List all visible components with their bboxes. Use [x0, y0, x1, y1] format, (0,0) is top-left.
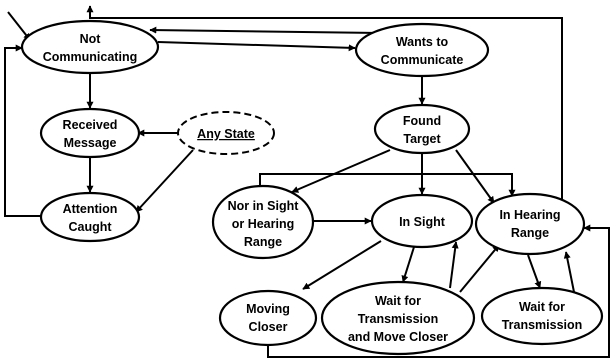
node-moving-closer: [220, 291, 316, 345]
node-nor-in-sight-or-hearing-range: [213, 186, 313, 258]
node-attention-caught: [41, 193, 139, 241]
node-in-sight: [372, 195, 472, 247]
node-wait-transmission-move-label-line-1: Wait for: [374, 294, 422, 308]
edge-found-target-to-in-hearing-range: [456, 150, 494, 203]
edge-wait-transmission-move-to-in-sight: [450, 242, 456, 288]
edge-found-target-to-nor-in-sight: [292, 150, 390, 192]
node-any-state-label: Any State: [197, 127, 255, 141]
edge-wait-transmission-to-in-hearing-range: [566, 252, 574, 292]
edge-not-communicating-to-wants-to-communicate: [158, 42, 355, 48]
edge-in-sight-to-moving-closer: [303, 241, 381, 289]
node-nor-in-sight-label-line-2: or Hearing: [231, 217, 295, 231]
node-nor-in-sight-label-line-3: Range: [243, 235, 283, 249]
edge-nor-in-sight-to-in-hearing-range: [260, 174, 512, 196]
node-wants-to-communicate-label-line-1: Wants to: [395, 35, 449, 49]
edge-in-hearing-range-to-wait-transmission: [528, 255, 540, 288]
node-wait-for-transmission-and-move-closer: [322, 282, 474, 354]
node-in-hearing-range-label-line-2: Range: [510, 226, 550, 240]
node-wants-to-communicate: [356, 24, 488, 76]
node-wait-transmission-move-label-line-3: and Move Closer: [347, 330, 449, 344]
node-any-state: [178, 112, 274, 154]
node-wait-transmission-label-line-1: Wait for: [518, 300, 566, 314]
node-not-communicating: [22, 21, 158, 73]
node-received-message-label-line-2: Message: [63, 136, 117, 150]
node-wait-transmission-move-label-line-2: Transmission: [357, 312, 439, 326]
node-moving-closer-label-line-1: Moving: [246, 302, 290, 316]
node-received-message: [41, 109, 139, 157]
node-in-hearing-range: [476, 194, 584, 254]
edge-wants-to-communicate-to-not-communicating: [150, 30, 380, 33]
node-wait-for-transmission: [482, 288, 602, 344]
edge-attention-caught-to-not-communicating: [5, 48, 44, 216]
edge-in-hearing-range-to-not-communicating: [90, 6, 562, 200]
node-not-communicating-label-line-2: Communicating: [42, 50, 138, 64]
node-attention-caught-label-line-1: Attention: [62, 202, 118, 216]
node-in-hearing-range-label-line-1: In Hearing: [499, 208, 561, 222]
node-in-sight-label: In Sight: [399, 215, 445, 229]
node-wants-to-communicate-label-line-2: Communicate: [380, 53, 464, 67]
node-found-target-label-line-2: Target: [403, 132, 441, 146]
node-nor-in-sight-label-line-1: Nor in Sight: [227, 199, 299, 213]
edge-any-state-to-attention-caught: [136, 150, 193, 212]
node-received-message-label-line-1: Received: [62, 118, 118, 132]
node-attention-caught-label-line-2: Caught: [68, 220, 112, 234]
node-wait-transmission-label-line-2: Transmission: [501, 318, 583, 332]
node-found-target-label-line-1: Found: [402, 114, 442, 128]
edge-in-sight-to-wait-transmission-move: [403, 247, 414, 282]
node-found-target: [375, 105, 469, 153]
edge-wait-transmission-move-to-in-hearing-range: [460, 245, 499, 292]
node-not-communicating-label-line-1: Not: [79, 32, 101, 46]
node-moving-closer-label-line-2: Closer: [248, 320, 288, 334]
